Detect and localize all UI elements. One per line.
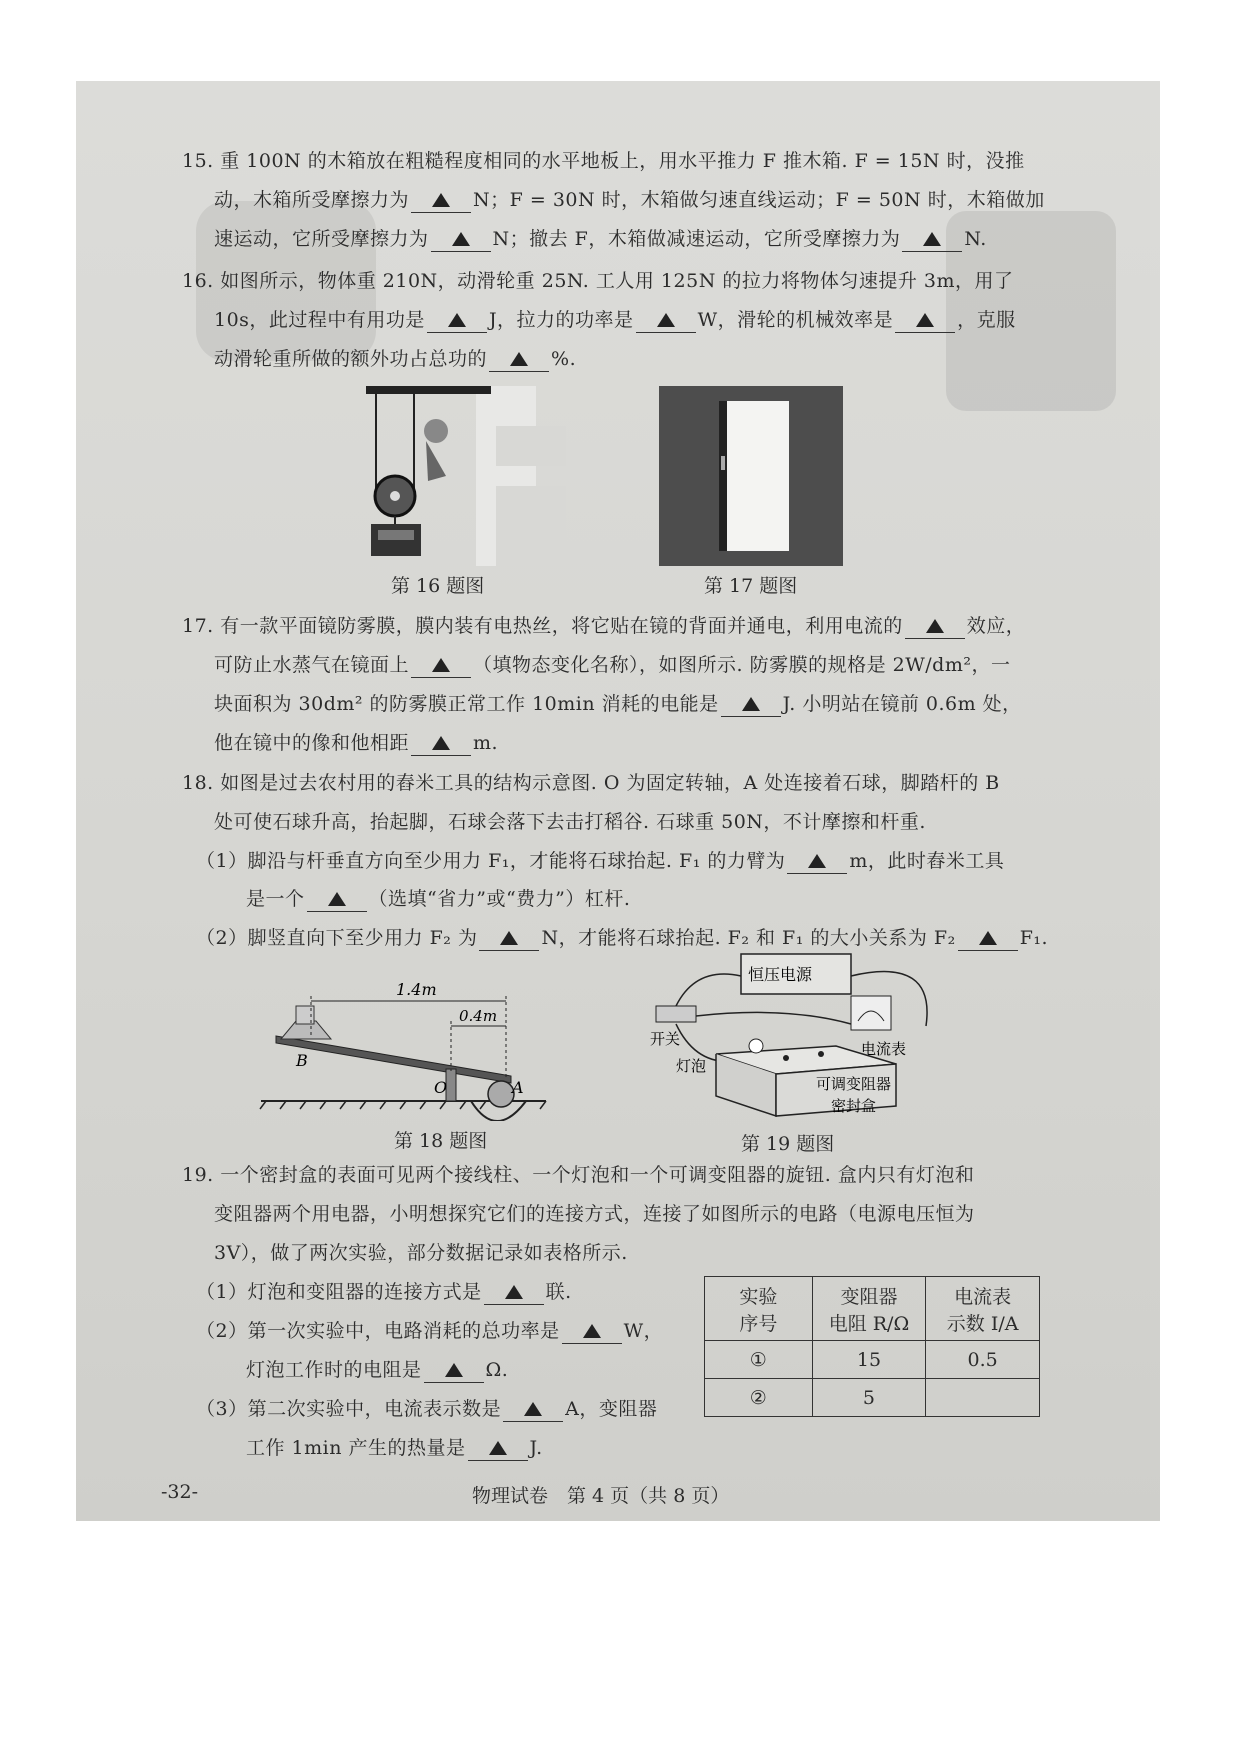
q19-line-1: 19. 一个密封盒的表面可见两个接线柱、一个灯泡和一个可调变阻器的旋钮. 盒内只有灯泡和 (182, 1164, 975, 1186)
figure-19-circuit (636, 946, 966, 1126)
point-b-label: B (296, 1051, 308, 1070)
header-text: 序号 (739, 1312, 778, 1335)
answer-blank[interactable] (411, 731, 471, 756)
point-a-label: A (512, 1078, 524, 1097)
bulb-label: 灯泡 (676, 1057, 707, 1075)
exam-page (76, 81, 1160, 1521)
q18-text: m，此时舂米工具 (849, 850, 1005, 872)
table-header-row (705, 1277, 1040, 1341)
q16-text: 10s，此过程中有用功是 (214, 309, 425, 331)
q18-text: （1）脚沿与杆垂直方向至少用力 F₁，才能将石球抬起. F₁ 的力臂为 (196, 850, 786, 872)
q18-text: （2）脚竖直向下至少用力 F₂ 为 (196, 927, 478, 949)
q19-text: 灯泡工作时的电阻是 (246, 1359, 422, 1381)
triangle-icon (445, 1363, 463, 1377)
triangle-icon (926, 619, 944, 633)
ammeter-label: 电流表 (861, 1040, 907, 1058)
q16-text: %. (551, 348, 577, 370)
q19-text: J. (529, 1437, 543, 1459)
q18-text: F₁. (1019, 927, 1049, 949)
table-cell: ② (705, 1379, 813, 1417)
q16-line-2 (214, 308, 1016, 333)
page-number: -32- (161, 1481, 199, 1503)
q19-text: A，变阻器 (565, 1398, 658, 1420)
q19-text: （2）第一次实验中，电路消耗的总功率是 (196, 1320, 560, 1342)
q19-part-3 (196, 1397, 657, 1422)
answer-blank[interactable] (503, 1397, 563, 1422)
table-cell (926, 1379, 1040, 1417)
triangle-icon (742, 697, 760, 711)
q16-text: W，滑轮的机械效率是 (697, 309, 894, 331)
sealed-box-label: 密封盒 (831, 1097, 877, 1115)
figure-17-mirror (659, 386, 843, 566)
triangle-icon (583, 1324, 601, 1338)
q15-line-3 (214, 227, 987, 252)
q18-text: N，才能将石球抬起. F₂ 和 F₁ 的大小关系为 F₂ (541, 927, 956, 949)
q17-text: 可防止水蒸气在镜面上 (214, 654, 410, 676)
q19-part-2b (246, 1358, 508, 1383)
q19-line-3: 3V），做了两次实验，部分数据记录如表格所示. (214, 1242, 628, 1264)
q16-text: J，拉力的功率是 (488, 309, 634, 331)
table-cell: 0.5 (926, 1341, 1040, 1379)
q17-text: 他在镜中的像和他相距 (214, 732, 410, 754)
triangle-icon (923, 232, 941, 246)
figure-17-caption: 第 17 题图 (704, 575, 798, 597)
q15-text: N；撤去 F，木箱做减速运动，它所受摩擦力为 (492, 228, 901, 250)
answer-blank[interactable] (307, 887, 367, 912)
q17-line-1 (182, 614, 1025, 639)
triangle-icon (500, 931, 518, 945)
q15-line-2 (214, 188, 1045, 213)
table-cell: 15 (812, 1341, 926, 1379)
q17-line-4 (214, 731, 498, 756)
q16-line-1: 16. 如图所示，物体重 210N，动滑轮重 25N. 工人用 125N 的拉力将物体匀速提升 3m，用了 (182, 270, 1014, 292)
rheostat-label: 可调变阻器 (816, 1075, 892, 1093)
triangle-icon (524, 1402, 542, 1416)
q15-line-1: 15. 重 100N 的木箱放在粗糙程度相同的水平地板上，用水平推力 F 推木箱. F = 15N 时，没推 (182, 150, 1025, 172)
header-text: 示数 I/A (946, 1312, 1019, 1335)
q18-line-3 (196, 849, 1004, 874)
triangle-icon (489, 1441, 507, 1455)
figure-18-caption: 第 18 题图 (394, 1130, 488, 1152)
q16-text: 动滑轮重所做的额外功占总功的 (214, 348, 488, 370)
table-header-cell (705, 1277, 813, 1341)
header-text: 电阻 R/Ω (828, 1312, 910, 1335)
q19-text: （1）灯泡和变阻器的连接方式是 (196, 1281, 482, 1303)
answer-blank[interactable] (424, 1358, 484, 1383)
table-row (705, 1341, 1040, 1379)
q17-line-3 (214, 692, 1022, 717)
triangle-icon (505, 1285, 523, 1299)
q19-text: W， (623, 1320, 664, 1342)
triangle-icon (916, 313, 934, 327)
triangle-icon (448, 313, 466, 327)
header-text: 实验 (739, 1285, 778, 1308)
lever-short-label: 0.4m (459, 1007, 498, 1025)
answer-blank[interactable] (636, 308, 696, 333)
q17-text: （填物态变化名称），如图所示. 防雾膜的规格是 2W/dm²，一 (473, 654, 1011, 676)
figure-19-caption: 第 19 题图 (741, 1133, 835, 1155)
table-cell: 5 (812, 1379, 926, 1417)
q17-text: J. 小明站在镜前 0.6m 处， (782, 693, 1022, 715)
answer-blank[interactable] (411, 653, 471, 678)
answer-blank[interactable] (431, 227, 491, 252)
q19-part-1 (196, 1280, 572, 1305)
q18-text: 是一个 (246, 888, 305, 910)
triangle-icon (432, 658, 450, 672)
q18-line-1: 18. 如图是过去农村用的舂米工具的结构示意图. O 为固定转轴，A 处连接着石球，脚踏杆的 B (182, 772, 1000, 794)
answer-blank[interactable] (895, 308, 955, 333)
data-table (704, 1276, 1040, 1417)
q19-line-2: 变阻器两个用电器，小明想探究它们的连接方式，连接了如图所示的电路（电源电压恒为 (214, 1203, 975, 1225)
q17-text: 块面积为 30dm² 的防雾膜正常工作 10min 消耗的电能是 (214, 693, 719, 715)
q19-part-2 (196, 1319, 663, 1344)
q15-text: 速运动，它所受摩擦力为 (214, 228, 429, 250)
triangle-icon (432, 736, 450, 750)
q17-text: 效应， (966, 615, 1026, 637)
q17-text: m. (473, 732, 499, 754)
triangle-icon (328, 892, 346, 906)
q15-text: N；F = 30N 时，木箱做匀速直线运动；F = 50N 时，木箱做加 (473, 189, 1045, 211)
answer-blank[interactable] (902, 227, 962, 252)
table-row (705, 1379, 1040, 1417)
point-o-label: O (434, 1078, 448, 1097)
answer-blank[interactable] (562, 1319, 622, 1344)
answer-blank[interactable] (905, 614, 965, 639)
answer-blank[interactable] (427, 308, 487, 333)
q15-text: N. (964, 228, 987, 250)
q19-text: 工作 1min 产生的热量是 (246, 1437, 466, 1459)
q19-text: Ω. (485, 1359, 509, 1381)
figure-16-caption: 第 16 题图 (391, 575, 485, 597)
triangle-icon (452, 232, 470, 246)
answer-blank[interactable] (958, 926, 1018, 951)
q17-text: 17. 有一款平面镜防雾膜，膜内装有电热丝，将它贴在镜的背面并通电，利用电流的 (182, 615, 903, 637)
answer-blank[interactable] (787, 849, 847, 874)
page-footer-title: 物理试卷 第 4 页（共 8 页） (472, 1485, 730, 1507)
triangle-icon (432, 193, 450, 207)
figure-18-lever (256, 961, 616, 1121)
table-header-cell (926, 1277, 1040, 1341)
q15-text: 动，木箱所受摩擦力为 (214, 189, 410, 211)
triangle-icon (510, 352, 528, 366)
power-supply-label: 恒压电源 (748, 965, 813, 984)
q19-text: 联. (545, 1281, 572, 1303)
answer-blank[interactable] (721, 692, 781, 717)
q19-part-3b (246, 1436, 543, 1461)
q18-text: （选填“省力”或“费力”）杠杆. (368, 888, 631, 910)
answer-blank[interactable] (484, 1280, 544, 1305)
table-cell: ① (705, 1341, 813, 1379)
q16-line-3 (214, 347, 576, 372)
switch-label: 开关 (650, 1030, 681, 1048)
q17-line-2 (214, 653, 1010, 678)
answer-blank[interactable] (411, 188, 471, 213)
lever-length-label: 1.4m (396, 980, 437, 999)
q19-text: （3）第二次实验中，电流表示数是 (196, 1398, 502, 1420)
header-text: 电流表 (954, 1285, 1012, 1308)
header-text: 变阻器 (840, 1285, 898, 1308)
triangle-icon (808, 854, 826, 868)
triangle-icon (657, 313, 675, 327)
q16-text: ，克服 (957, 309, 1016, 331)
answer-blank[interactable] (468, 1436, 528, 1461)
table-header-cell (812, 1277, 926, 1341)
answer-blank[interactable] (479, 926, 539, 951)
triangle-icon (979, 931, 997, 945)
q18-line-4 (246, 887, 630, 912)
figure-16-pulley (366, 386, 566, 566)
answer-blank[interactable] (489, 347, 549, 372)
q18-line-2: 处可使石球升高，抬起脚，石球会落下去击打稻谷. 石球重 50N，不计摩擦和杆重. (214, 811, 926, 833)
